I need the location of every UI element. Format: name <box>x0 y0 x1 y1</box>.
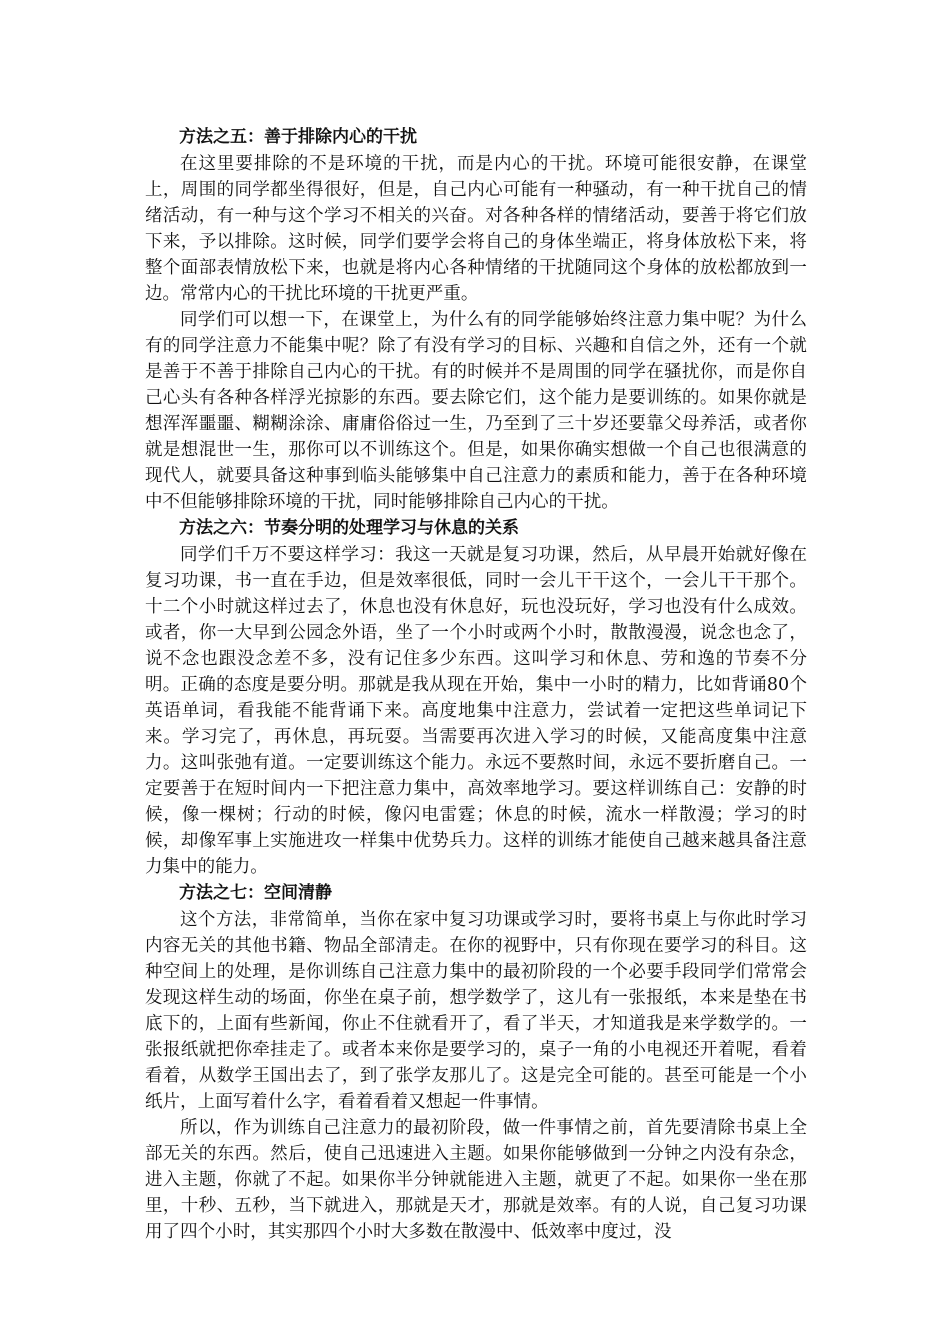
paragraph: 同学们可以想一下，在课堂上，为什么有的同学能够始终注意力集中呢？为什么有的同学注意力不能集中呢？除了有没有学习的目标、兴趣和自信之外，还有一个就是善于不善于排除自己内心的干扰。有的时候并不是周围的同学在骚扰你，而是你自己心头有各种各样浮光掠影的东西。要去除它们，这个能力是要训练的。如果你就是想浑浑噩噩、糊糊涂涂、庸庸俗俗过一生，乃至到了三十岁还要靠父母养活，或者你就是想混世一生，那你可以不训练这个。但是，如果你确实想做一个自己也很满意的现代人，就要具备这种事到临头能够集中自己注意力的素质和能力，善于在各种环境中不但能够排除环境的干扰，同时能够排除自己内心的干扰。 <box>145 310 807 512</box>
paragraph: 所以，作为训练自己注意力的最初阶段，做一件事情之前，首先要清除书桌上全部无关的东西。然后，使自己迅速进入主题。如果你能够做到一分钟之内没有杂念，进入主题，你就了不起。如果你半分钟就能进入主题，就更了不起。如果你一坐在那里，十秒、五秒，当下就进入，那就是天才，那就是效率。有的人说，自己复习功课用了四个小时，其实那四个小时大多数在散漫中、低效率中度过，没 <box>145 1118 807 1242</box>
paragraph: 同学们千万不要这样学习：我这一天就是复习功课，然后，从早晨开始就好像在复习功课，书一直在手边，但是效率很低，同时一会儿干干这个，一会儿干干那个。十二个小时就这样过去了，休息也没有休息好，玩也没玩好，学习也没有什么成效。或者，你一大早到公园念外语，坐了一个小时或两个小时，散散漫漫，说念也念了，说不念也跟没念差不多，没有记住多少东西。这叫学习和休息、劳和逸的节奏不分明。正确的态度是要分明。那就是我从现在开始，集中一小时的精力，比如背诵80个英语单词，看我能不能背诵下来。高度地集中注意力，尝试着一定把这些单词记下来。学习完了，再休息，再玩耍。当需要再次进入学习的时候，又能高度集中注意力。这叫张弛有道。一定要训练这个能力。永远不要熬时间，永远不要折磨自己。一定要善于在短时间内一下把注意力集中，高效率地学习。要这样训练自己：安静的时候，像一棵树；行动的时候，像闪电雷霆；休息的时候，流水一样散漫；学习的时候，却像军事上实施进攻一样集中优势兵力。这样的训练才能使自己越来越具备注意力集中的能力。 <box>145 545 807 877</box>
document-page <box>145 124 807 1245</box>
section-heading: 方法之五：善于排除内心的干扰 <box>179 127 417 147</box>
section-method-six <box>145 515 807 880</box>
paragraph: 在这里要排除的不是环境的干扰，而是内心的干扰。环境可能很安静，在课堂上，周围的同学都坐得很好，但是，自己内心可能有一种骚动，有一种干扰自己的情绪活动，有一种与这个学习不相关的兴奋。对各种各样的情绪活动，要善于将它们放下来，予以排除。这时候，同学们要学会将自己的身体坐端正，将身体放松下来，将整个面部表情放松下来，也就是将内心各种情绪的干扰随同这个身体的放松都放到一边。常常内心的干扰比环境的干扰更严重。 <box>145 154 807 304</box>
section-method-seven <box>145 880 807 1245</box>
section-heading: 方法之七：空间清静 <box>179 883 332 903</box>
section-heading: 方法之六：节奏分明的处理学习与休息的关系 <box>179 518 519 538</box>
section-method-five <box>145 124 807 515</box>
paragraph: 这个方法，非常简单，当你在家中复习功课或学习时，要将书桌上与你此时学习内容无关的其他书籍、物品全部清走。在你的视野中，只有你现在要学习的科目。这种空间上的处理，是你训练自己注意力集中的最初阶段的一个必要手段同学们常常会发现这样生动的场面，你坐在桌子前，想学数学了，这儿有一张报纸，本来是垫在书底下的，上面有些新闻，你止不住就看开了，看了半天，才知道我是来学数学的。一张报纸就把你牵挂走了。或者本来你是要学习的，桌子一角的小电视还开着呢，看着看着，从数学王国出去了，到了张学友那儿了。这是完全可能的。甚至可能是一个小纸片，上面写着什么字，看着看着又想起一件事情。 <box>145 910 807 1112</box>
